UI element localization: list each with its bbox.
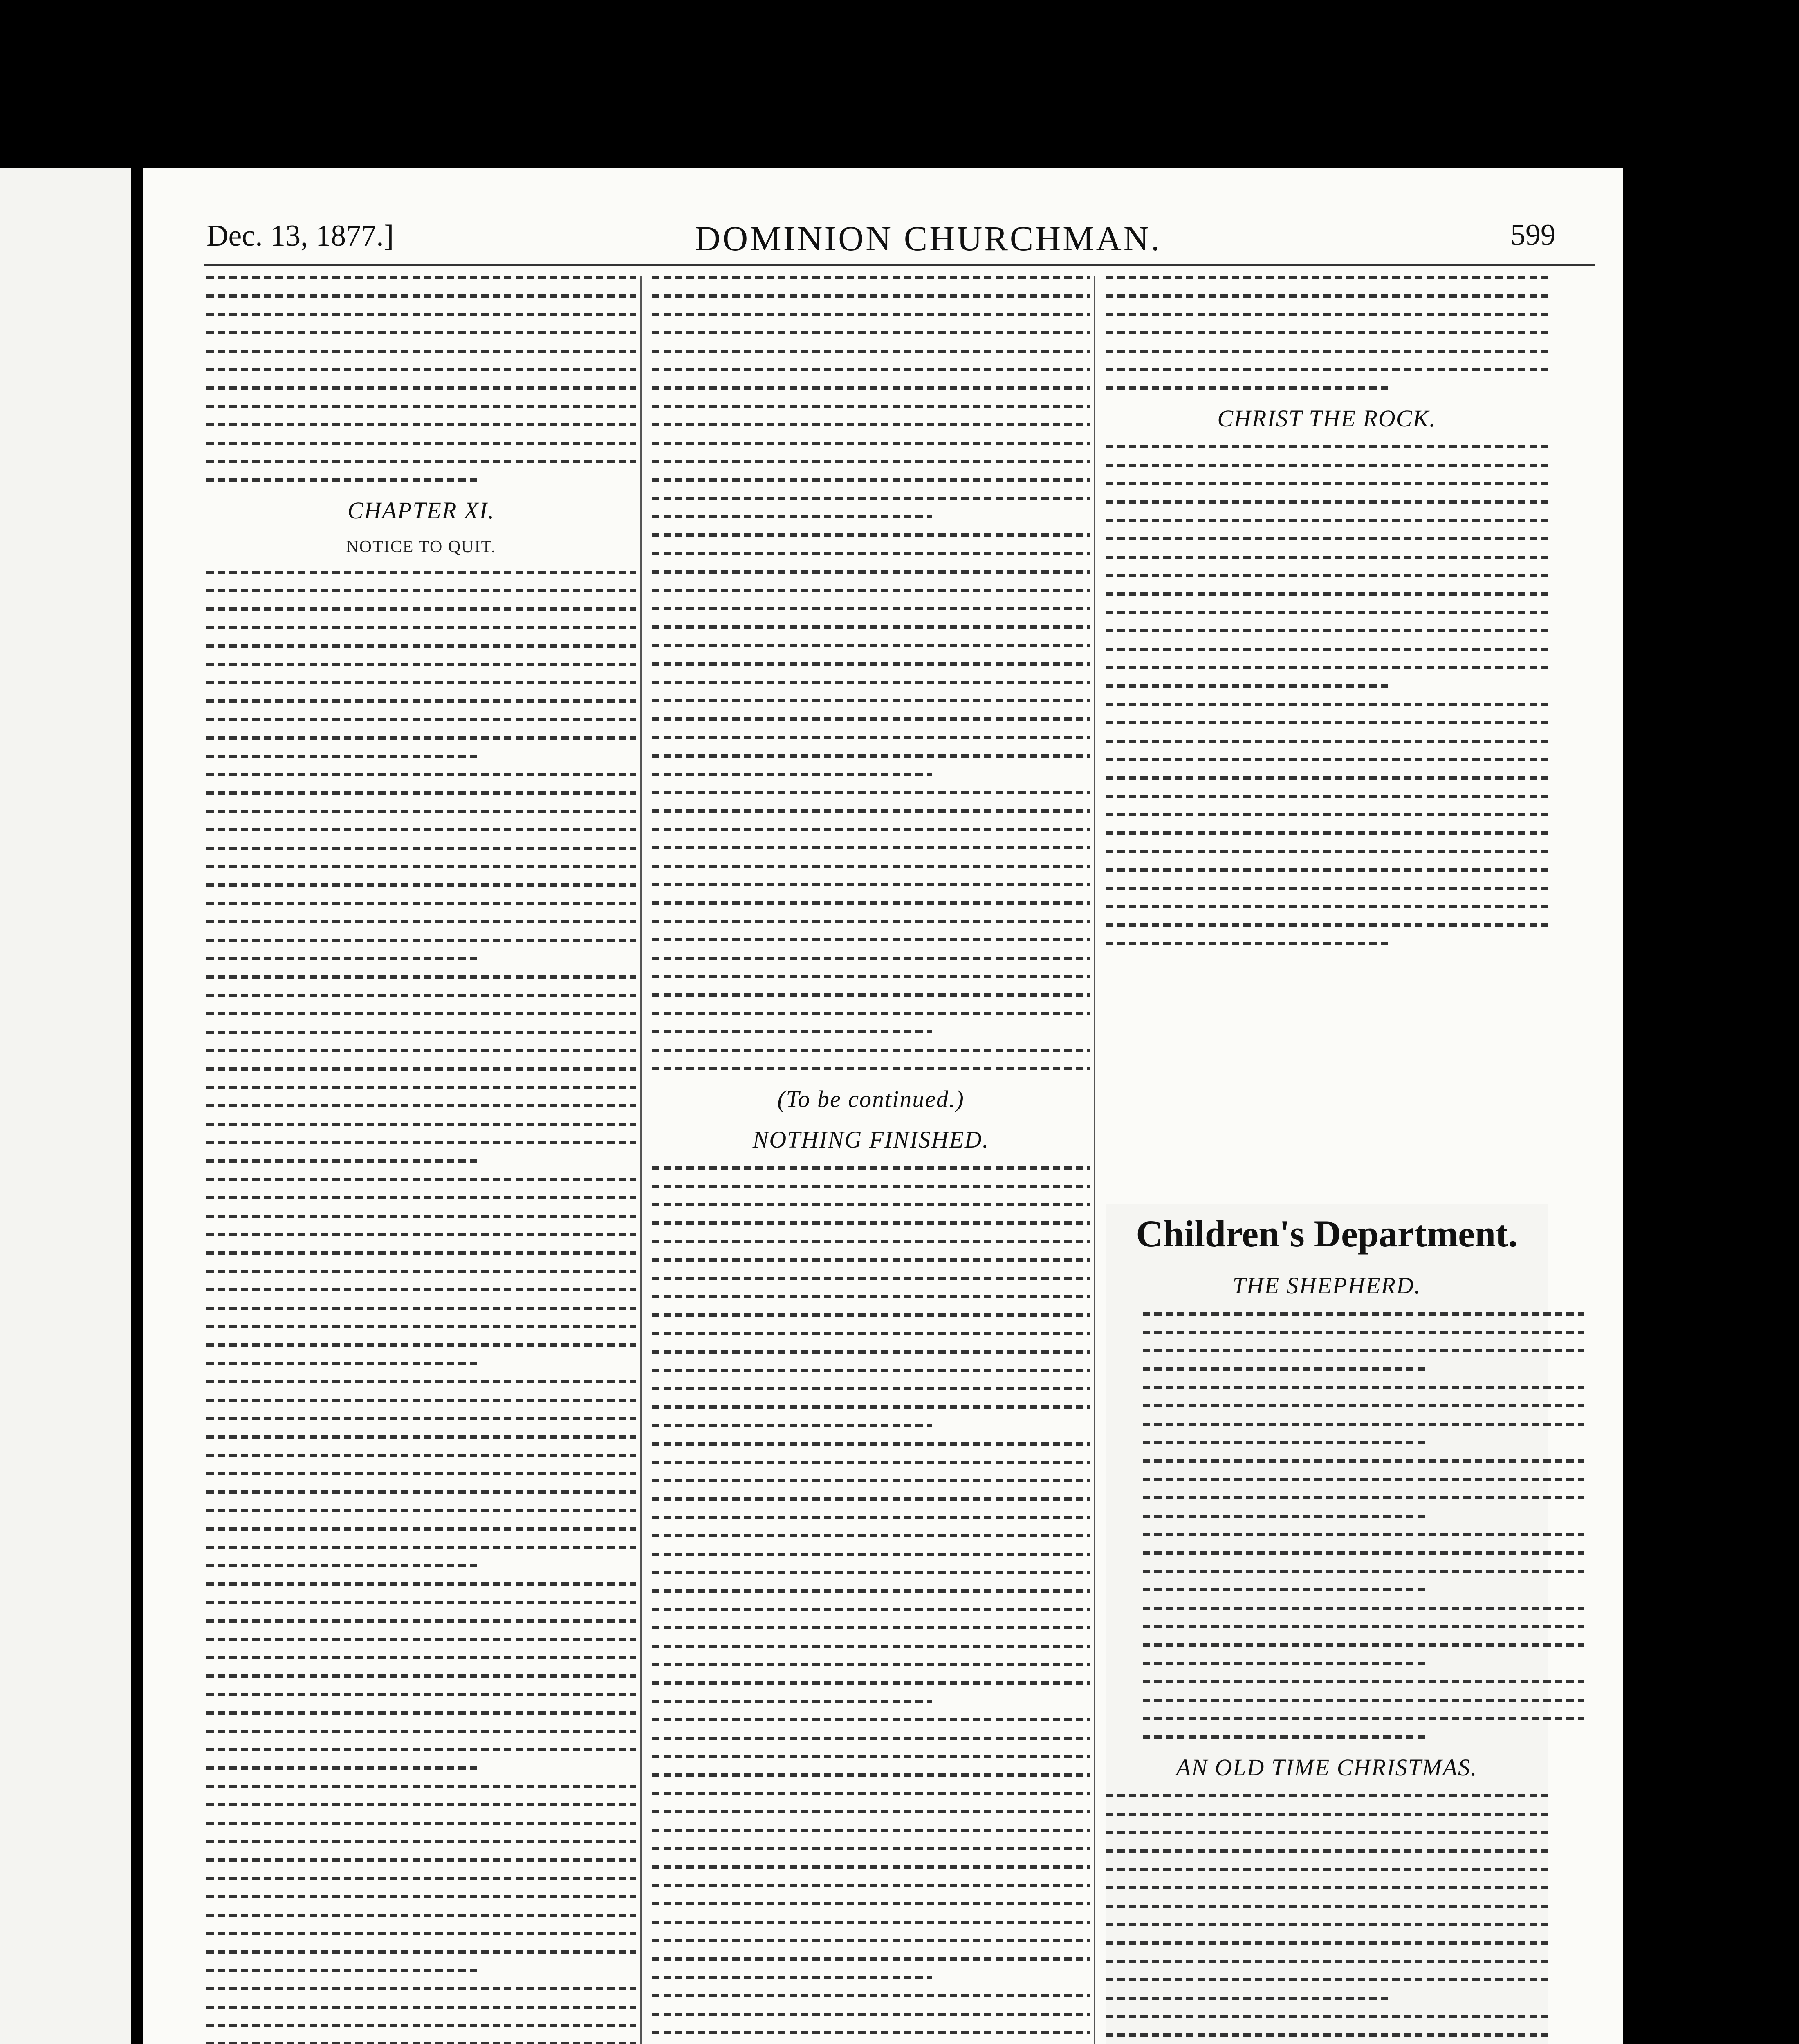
text-line [652, 1829, 1090, 1832]
text-line [652, 1166, 1090, 1170]
text-line [206, 644, 636, 648]
text-line [1143, 1331, 1584, 1334]
text-line [206, 994, 636, 997]
text-line [206, 442, 636, 445]
text-line [1106, 1960, 1548, 1963]
text-line [206, 718, 636, 721]
text-line [206, 1693, 636, 1696]
text-line [1106, 1831, 1548, 1834]
text-line [1143, 1680, 1584, 1683]
text-line [206, 589, 636, 592]
text-line [206, 1086, 636, 1089]
text-line [1143, 1441, 1425, 1444]
text-line [1106, 684, 1389, 688]
text-line [1106, 868, 1548, 872]
text-line [206, 1674, 636, 1678]
text-line [206, 847, 636, 850]
header-rule [204, 264, 1595, 266]
text-line [652, 1755, 1090, 1758]
text-line [206, 1270, 636, 1273]
text-line [652, 736, 1090, 739]
text-line [652, 1405, 1090, 1409]
text-line [652, 1773, 1090, 1777]
text-line [652, 423, 1090, 426]
text-line [206, 1067, 636, 1071]
text-line [206, 276, 636, 279]
text-line [652, 865, 1090, 868]
text-line [1143, 1367, 1425, 1371]
text-line [652, 1994, 1090, 1997]
text-line [652, 1976, 932, 1979]
text-line [206, 1730, 636, 1733]
text-line [652, 846, 1090, 849]
text-line [206, 1031, 636, 1034]
text-line [206, 1932, 636, 1935]
newspaper-page [143, 168, 1623, 2044]
text-line [206, 773, 636, 776]
text-line [652, 1737, 1090, 1740]
text-line [206, 478, 481, 482]
publication-title: DOMINION CHURCHMAN. [695, 219, 1162, 258]
text-line [652, 1534, 1090, 1537]
text-lines [1106, 1794, 1548, 2044]
column-1 [206, 276, 636, 2044]
text-line [652, 1810, 1090, 1813]
text-line [1106, 519, 1548, 522]
text-line [652, 2031, 1090, 2034]
text-line [206, 1582, 636, 1586]
text-line [206, 386, 636, 390]
text-line [652, 1663, 1090, 1666]
text-line [206, 1288, 636, 1291]
text-line [206, 1840, 636, 1843]
text-line [1106, 1849, 1548, 1853]
text-line [206, 350, 636, 353]
text-line [206, 1196, 636, 1199]
text-line [1143, 1662, 1425, 1665]
text-line [206, 810, 636, 813]
text-line [206, 736, 636, 740]
text-line [206, 1527, 636, 1531]
text-line [206, 423, 636, 426]
text-lines [652, 1166, 1090, 2044]
text-line [1106, 1905, 1548, 1908]
column-divider-2 [1094, 276, 1095, 2044]
text-line [206, 663, 636, 666]
text-line [206, 1969, 481, 1972]
text-line [652, 1332, 1090, 1335]
text-line [1106, 611, 1548, 614]
text-line [652, 662, 1090, 666]
text-line [1106, 537, 1548, 540]
text-line [206, 368, 636, 371]
text-line [1143, 1515, 1425, 1518]
text-line [652, 993, 1090, 997]
text-line [206, 1159, 481, 1163]
text-line [206, 1858, 636, 1862]
text-line [1106, 648, 1548, 651]
text-line [1106, 923, 1548, 927]
text-line [206, 1123, 636, 1126]
text-line [1143, 1404, 1584, 1407]
text-line [652, 625, 1090, 629]
text-line [206, 1638, 636, 1641]
text-line [652, 1350, 1090, 1354]
text-line [206, 681, 636, 684]
text-line [1106, 1813, 1548, 1816]
page-header [206, 215, 1572, 264]
text-line [652, 1424, 932, 1427]
text-line [652, 1369, 1090, 1372]
text-line [652, 1608, 1090, 1611]
text-line [1106, 740, 1548, 743]
text-line [652, 405, 1090, 408]
text-line [652, 552, 1090, 555]
text-line [652, 1792, 1090, 1795]
text-line [652, 773, 932, 776]
nothing-finished-heading: NOTHING FINISHED. [752, 1126, 989, 1153]
chapter-subtitle: NOTICE TO QUIT. [346, 538, 496, 556]
text-line [1106, 592, 1548, 596]
text-line [652, 1277, 1090, 1280]
text-line [206, 460, 636, 463]
text-line [652, 1012, 1090, 1015]
text-line [652, 607, 1090, 610]
text-line [206, 755, 481, 758]
christ-the-rock-heading: CHRIST THE ROCK. [1217, 405, 1436, 432]
text-line [206, 1490, 636, 1494]
text-line [652, 368, 1090, 371]
text-line [206, 2006, 636, 2009]
text-line [652, 589, 1090, 592]
text-line [1143, 1349, 1584, 1352]
text-line [206, 1325, 636, 1328]
old-time-christmas-heading: AN OLD TIME CHRISTMAS. [1176, 1754, 1478, 1781]
text-lines [206, 276, 636, 482]
text-lines [206, 571, 636, 2044]
text-line [206, 1049, 636, 1052]
text-line [206, 1748, 636, 1751]
text-line [652, 1497, 1090, 1501]
text-line [206, 1711, 636, 1715]
text-line [206, 791, 636, 795]
text-line [1106, 313, 1548, 316]
text-lines [1106, 445, 1548, 945]
text-line [652, 1718, 1090, 1721]
text-line [206, 1454, 636, 1457]
text-line [206, 939, 636, 942]
text-line [206, 1895, 636, 1898]
text-line [652, 497, 1090, 500]
text-line [206, 294, 636, 298]
text-line [1106, 350, 1548, 353]
chapter-heading: CHAPTER XI. [347, 497, 495, 524]
text-line [206, 1362, 481, 1365]
text-line [1143, 1625, 1584, 1628]
text-line [206, 1785, 636, 1788]
text-line [652, 1295, 1090, 1298]
text-line [652, 1902, 1090, 1905]
text-line [1106, 276, 1548, 279]
text-line [1106, 464, 1548, 467]
text-line [206, 1619, 636, 1623]
text-line [1106, 294, 1548, 298]
text-line [652, 313, 1090, 316]
text-line [1106, 942, 1389, 945]
text-line [652, 1221, 1090, 1225]
text-line [652, 754, 1090, 758]
text-line [652, 828, 1090, 831]
text-line [206, 920, 636, 923]
text-line [652, 1681, 1090, 1685]
text-line [206, 1233, 636, 1236]
text-line [652, 1030, 932, 1033]
text-line [206, 1950, 636, 1954]
text-line [206, 902, 636, 905]
text-line [652, 1957, 1090, 1961]
text-line [206, 1822, 636, 1825]
text-line [206, 2042, 636, 2044]
text-line [1106, 2033, 1548, 2037]
text-line [652, 1847, 1090, 1850]
text-line [1143, 1643, 1584, 1647]
text-line [206, 1803, 636, 1806]
text-line [652, 1553, 1090, 1556]
text-line [652, 975, 1090, 978]
text-line [1143, 1312, 1584, 1316]
text-line [1106, 703, 1548, 706]
text-line [206, 1564, 481, 1567]
text-line [206, 607, 636, 611]
text-line [652, 681, 1090, 684]
text-line [652, 1240, 1090, 1243]
text-line [652, 1258, 1090, 1262]
text-line [1106, 368, 1548, 371]
text-line [1106, 721, 1548, 724]
text-line [652, 1442, 1090, 1446]
text-line [652, 1516, 1090, 1519]
text-line [652, 515, 932, 518]
text-line [206, 1417, 636, 1420]
text-line [1106, 758, 1548, 761]
text-line [1143, 1735, 1425, 1739]
text-line [1143, 1459, 1584, 1463]
text-line [652, 883, 1090, 886]
text-line [206, 883, 636, 887]
text-line [206, 405, 636, 408]
text-line [1143, 1533, 1584, 1536]
text-line [1143, 1717, 1584, 1720]
text-line [1106, 445, 1548, 448]
text-line [1106, 2015, 1548, 2018]
text-line [1106, 1978, 1548, 1981]
text-line [1143, 1423, 1584, 1426]
text-line [652, 1939, 1090, 1942]
text-line [206, 1380, 636, 1383]
text-line [1106, 500, 1548, 504]
text-line [652, 570, 1090, 574]
text-line [652, 294, 1090, 298]
text-line [1106, 813, 1548, 816]
text-line [652, 1921, 1090, 1924]
text-line [206, 1178, 636, 1181]
the-shepherd-heading: THE SHEPHERD. [1232, 1272, 1421, 1299]
text-line [1143, 1551, 1584, 1555]
column-2 [652, 276, 1090, 2044]
text-line [652, 1865, 1090, 1869]
text-line [1106, 905, 1548, 908]
text-line [206, 975, 636, 979]
text-line [206, 865, 636, 868]
text-line [652, 1626, 1090, 1629]
column-divider-1 [640, 276, 642, 2044]
text-line [652, 920, 1090, 923]
text-line [1106, 795, 1548, 798]
page-number: 599 [1510, 218, 1556, 252]
text-line [206, 1509, 636, 1512]
text-line [1143, 1607, 1584, 1610]
text-line [1106, 887, 1548, 890]
text-line [1106, 1794, 1548, 1797]
text-line [652, 533, 1090, 537]
text-line [652, 957, 1090, 960]
text-line [1106, 1941, 1548, 1945]
text-line [1143, 1588, 1425, 1591]
text-line [652, 1645, 1090, 1648]
text-line [652, 791, 1090, 794]
text-line [206, 1914, 636, 1917]
text-line [206, 313, 636, 316]
text-line [652, 331, 1090, 334]
text-line [206, 1012, 636, 1015]
text-line [1143, 1478, 1584, 1481]
text-line [652, 1313, 1090, 1317]
poem-lines [1106, 1312, 1548, 1739]
text-line [652, 1067, 1090, 1070]
text-line [652, 386, 1090, 390]
text-line [206, 1251, 636, 1255]
text-line [652, 442, 1090, 445]
text-line [1106, 331, 1548, 334]
page-date: Dec. 13, 1877.] [206, 219, 394, 253]
text-line [1143, 1386, 1584, 1389]
text-line [652, 699, 1090, 702]
text-line [206, 1656, 636, 1659]
text-line [652, 1700, 932, 1703]
text-line [1106, 1923, 1548, 1926]
text-line [652, 1049, 1090, 1052]
text-line [1106, 556, 1548, 559]
text-line [206, 1435, 636, 1439]
text-line [206, 571, 636, 574]
text-line [206, 2024, 636, 2027]
text-line [652, 1387, 1090, 1390]
text-line [206, 1215, 636, 1218]
text-line [206, 1601, 636, 1604]
text-line [1143, 1570, 1584, 1573]
text-lines [1106, 276, 1548, 390]
text-line [206, 957, 481, 960]
text-line [652, 717, 1090, 721]
childrens-department-title: Children's Department. [1136, 1213, 1518, 1255]
text-line [206, 1987, 636, 1990]
text-line [206, 1104, 636, 1107]
text-line [1106, 666, 1548, 669]
text-line [1106, 386, 1389, 390]
text-line [1143, 1699, 1584, 1702]
text-line [652, 478, 1090, 482]
text-line [652, 1461, 1090, 1464]
text-line [652, 1185, 1090, 1188]
previous-page-edge [0, 168, 131, 2044]
text-line [652, 350, 1090, 353]
text-lines [652, 276, 1090, 1070]
text-line [1106, 1886, 1548, 1889]
childrens-department-section [1106, 1204, 1548, 2044]
text-line [1106, 482, 1548, 485]
text-line [206, 1546, 636, 1549]
text-line [652, 460, 1090, 463]
text-line [206, 1877, 636, 1880]
to-be-continued: (To be continued.) [777, 1086, 965, 1112]
text-line [1106, 831, 1548, 835]
text-line [652, 1884, 1090, 1887]
text-line [1106, 776, 1548, 780]
text-line [206, 1343, 636, 1347]
text-line [206, 1472, 636, 1475]
text-line [206, 626, 636, 629]
text-line [206, 1399, 636, 1402]
text-line [1106, 629, 1548, 632]
text-line [652, 901, 1090, 905]
text-line [206, 331, 636, 334]
text-line [206, 699, 636, 703]
text-line [206, 1766, 481, 1770]
text-line [652, 1571, 1090, 1574]
text-line [1106, 1997, 1389, 2000]
text-line [652, 938, 1090, 941]
text-line [652, 1203, 1090, 1206]
text-line [206, 828, 636, 831]
text-line [1106, 1868, 1548, 1871]
text-line [1106, 574, 1548, 577]
text-line [1143, 1496, 1584, 1499]
text-line [206, 1307, 636, 1310]
text-line [652, 276, 1090, 279]
text-line [652, 644, 1090, 647]
text-line [652, 1479, 1090, 1482]
text-line [652, 2013, 1090, 2016]
text-line [206, 1141, 636, 1144]
text-line [652, 1589, 1090, 1593]
text-line [1106, 850, 1548, 853]
text-line [652, 809, 1090, 813]
